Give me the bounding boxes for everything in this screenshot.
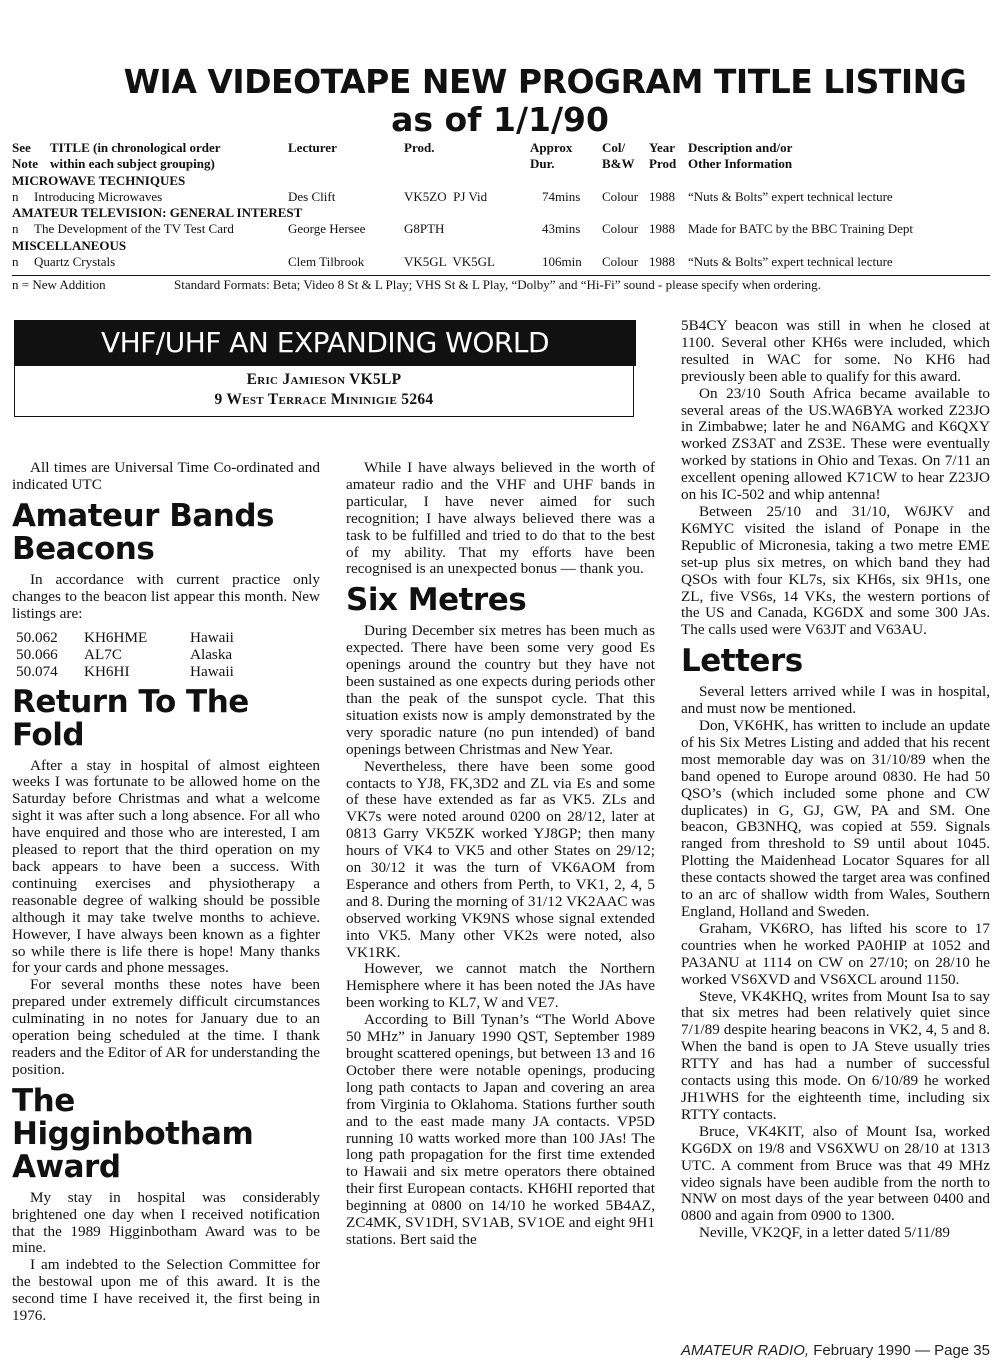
section-heading-return: Return To The Fold <box>12 683 249 753</box>
paragraph: However, we cannot match the Northern Hemisphere where it has been noted the JAs have been working to KL7, W and VE7. <box>346 960 655 1012</box>
listing-row: n The Development of the TV Test Card George Hersee G8PTH 43mins Colour 1988 Made for BATC by the BBC Training Dept <box>12 221 913 237</box>
paragraph: Neville, VK2QF, in a letter dated 5/11/89 <box>699 1224 951 1242</box>
paragraph: In accordance with current practice only changes to the beacon list appear this month. New listings are: <box>12 570 320 622</box>
paragraph: Steve, VK4KHQ, writes from Mount Isa to say that six metres had been relatively quiet since 7/1/89 despite hearing beacons in VK2, 4, 5 and 8. When the band is open to JA Steve usually tries RTTY and has had a number of successful contacts using this mode. On 6/10/89 he worked JH1WHS for the eighteenth time, including six RTTY contacts. <box>681 987 990 1123</box>
section-heading-six-metres: Six Metres <box>346 582 527 619</box>
listing-title: WIA VIDEOTAPE NEW PROGRAM TITLE LISTING <box>123 62 967 101</box>
paragraph: On 23/10 South Africa became available to several areas of the US.WA6BYA worked Z23JO in Zimbabwe; later he and N6AMG and K6QXY worked ZS3AT and ZS3E. These were eventually worked by stations in Ohio and Texas. On 7/11 an excellent opening allowed K71CW to hear Z23JO on his IC-502 and whip antenna! <box>681 384 990 504</box>
paragraph: Graham, VK6RO, has lifted his score to 17 countries when he worked PA0HIP at 1052 and PA3ANU at 1114 on CW on 27/10; on 28/10 he worked VS6XVD and VS6XCL around 1150. <box>681 919 990 988</box>
videotape-listing-table <box>12 140 992 270</box>
author-name: Eric Jamieson VK5LP <box>246 371 402 388</box>
section-heading-award: The Higginbotham Award <box>12 1082 254 1185</box>
listing-header-row-2: Note within each subject grouping) Dur. B&W Prod Other Information <box>12 156 793 172</box>
standard-formats-note: Standard Formats: Beta; Video 8 St & L Play; VHS St & L Play, “Dolby” and “Hi-Fi” sound - please specify when ordering. <box>174 277 821 292</box>
utc-note: All times are Universal Time Co-ordinated and indicated UTC <box>12 459 320 493</box>
paragraph: During December six metres has been much as expected. There have been some very good Es openings around the country but they have not been sustained as one expects during periods other than the peak of the sunspot cycle. That this situation exists now is amply demonstrated by the very sporadic nature (no pun intended) of band openings between Christmas and New Year. <box>346 622 655 758</box>
article-column-2 <box>346 460 655 1249</box>
beacon-table <box>16 629 234 680</box>
section-heading: MISCELLANEOUS <box>12 237 127 253</box>
listing-row: n Introducing Microwaves Des Clift VK5ZO PJ Vid 74mins Colour 1988 “Nuts & Bolts” expert technical lecture <box>12 188 893 204</box>
paragraph: Nevertheless, there have been some good contacts to YJ8, FK,3D2 and ZL via Es and some of these have extended as far as VK5. ZLs and VK7s were noted around 0200 on 28/12, later at 0813 Garry VK5ZK worked YJ8GP; then many hours of VK4 to VK5 and other States on 29/12; on 30/12 it was the turn of VK6AOM from Esperance and others from Perth, to VK1, 2, 4, 5 and 8. During the morning of 31/12 VK2AAC was observed working VK9NS whose signal extended into VK5. Many other VK2s were noted, also VK1RK. <box>346 757 655 961</box>
article-heading: VHF/UHF AN EXPANDING WORLD <box>14 320 636 366</box>
issue-page: February 1990 — Page 35 <box>813 1342 990 1359</box>
paragraph: According to Bill Tynan’s “The World Above 50 MHz” in January 1990 QST, September 1989 brought scattered openings, but between 13 and 16 October there were notable openings, producing long path contacts to Japan and covering an area from Virginia to Oklahoma. Stations further south and to the east made many JA contacts. VP5D running 10 watts worked more than 100 JAs! The long path propagation for the first time extended to Hawaii and six metre operators there obtained their first European contacts. KH6HI reported that beginning at 0800 on 14/10 he worked 5B4AZ, ZC4MK, SV1DH, SV1AB, SV1OE and eight 9H1 stations. Bert said the <box>346 1011 655 1248</box>
paragraph: For several months these notes have been prepared under extremely difficult circumstances culminating in no notes for January due to an operation being scheduled at the time. I thank readers and the Editor of AR for understanding the position. <box>12 976 320 1078</box>
paragraph: I am indebted to the Selection Committee for the bestowal upon me of this award. It is the second time I have received it, the first being in 1976. <box>12 1256 320 1325</box>
article-column-1 <box>12 460 320 1325</box>
section-heading-beacons: Amateur Bands Beacons <box>12 497 274 567</box>
listing-row: n Quartz Crystals Clem Tilbrook VK5GL VK5GL 106min Colour 1988 “Nuts & Bolts” expert technical lecture <box>12 254 893 270</box>
paragraph: 5B4CY beacon was still in when he closed at 1100. Several other KH6s were included, which resulted in WAC for some. No KH6 had previously been able to qualify for this award. <box>681 317 990 385</box>
new-addition-note: n = New Addition <box>12 277 106 292</box>
beacon-row: 50.062 KH6HME Hawaii <box>16 628 234 646</box>
paragraph: My stay in hospital was considerably brightened one day when I received notification that the 1989 Higginbotham Award was to be mine. <box>12 1188 320 1257</box>
section-heading: AMATEUR TELEVISION: GENERAL INTEREST <box>12 205 303 221</box>
paragraph: Between 25/10 and 31/10, W6JKV and K6MYC visited the island of Ponape in the Republic of Micronesia, taking a two metre EME set-up plus six metres, on which band they had QSOs with four KL7s, six KH6s, six 9H1s, one ZL, five VS6s, 14 VKs, the western portions of the US and Canada, KG6DX and some 300 JAs. The calls used were V63JT and V63AU. <box>681 502 990 639</box>
article-column-3 <box>681 318 990 1242</box>
paragraph: After a stay in hospital of almost eighteen weeks I was fortunate to be allowed home on the Saturday before Christmas and what a welcome sight it was after such a long absence. For all who have enquired and those who are interested, I am pleased to report that the third operation on my back appears to have been a success. With continuing exercises and physiotherapy a reasonable degree of walking should be possible although it may take twelve months to achieve. However, I have always been known as a fighter so while there is life there is hope! Many thanks for your cards and phone messages. <box>12 756 320 977</box>
paragraph: Bruce, VK4KIT, also of Mount Isa, worked KG6DX on 19/8 and VS6XWU on 28/10 at 1313 UTC. A comment from Bruce was that 49 MHz video signals have been audible from the north to NNW on most days of the year between 0400 and 0800 and again from 0900 to 1300. <box>681 1122 990 1225</box>
listing-date: as of 1/1/90 <box>391 100 609 139</box>
section-heading: MICROWAVE TECHNIQUES <box>12 172 186 188</box>
listing-divider <box>12 275 990 276</box>
beacon-row: 50.074 KH6HI Hawaii <box>16 662 234 680</box>
author-box <box>14 366 634 417</box>
paragraph: While I have always believed in the worth of amateur radio and the VHF and UHF bands in particular, I have never aimed for such recognition; I have always believed there was a task to be fulfilled and tried to do that to the best of my ability. That my efforts have been recognised is an unexpected bonus — thank you. <box>346 459 655 578</box>
section-heading-letters: Letters <box>681 643 803 680</box>
publication-name: AMATEUR RADIO, <box>680 1342 810 1359</box>
beacon-row: 50.066 AL7C Alaska <box>16 645 233 663</box>
author-address: 9 West Terrace Mininigie 5264 <box>214 391 434 408</box>
page-footer <box>681 1342 990 1359</box>
paragraph: Don, VK6HK, has written to include an update of his Six Metres Listing and added that his recent most memorable day was on 31/10/89 when the band opened to Europe around 0830. He had 50 QSO’s (which included some phone and CW duplicates) in G, GJ, GW, PA and SM. One beacon, GB3NHQ, was copied at 559. Signals ranged from threshold to S9 until about 1045. Plotting the Maidenhead Locator Squares for all these contacts showed the target area was confined to an arc of shallow width from Wales, Southern England, Holland and Sweden. <box>681 717 990 920</box>
listing-footnote <box>12 277 821 293</box>
paragraph: Several letters arrived while I was in hospital, and must now be mentioned. <box>681 683 990 718</box>
listing-header-row-1: See TITLE (in chronological order Lecturer Prod. Approx Col/ Year Description and/or <box>12 140 793 155</box>
